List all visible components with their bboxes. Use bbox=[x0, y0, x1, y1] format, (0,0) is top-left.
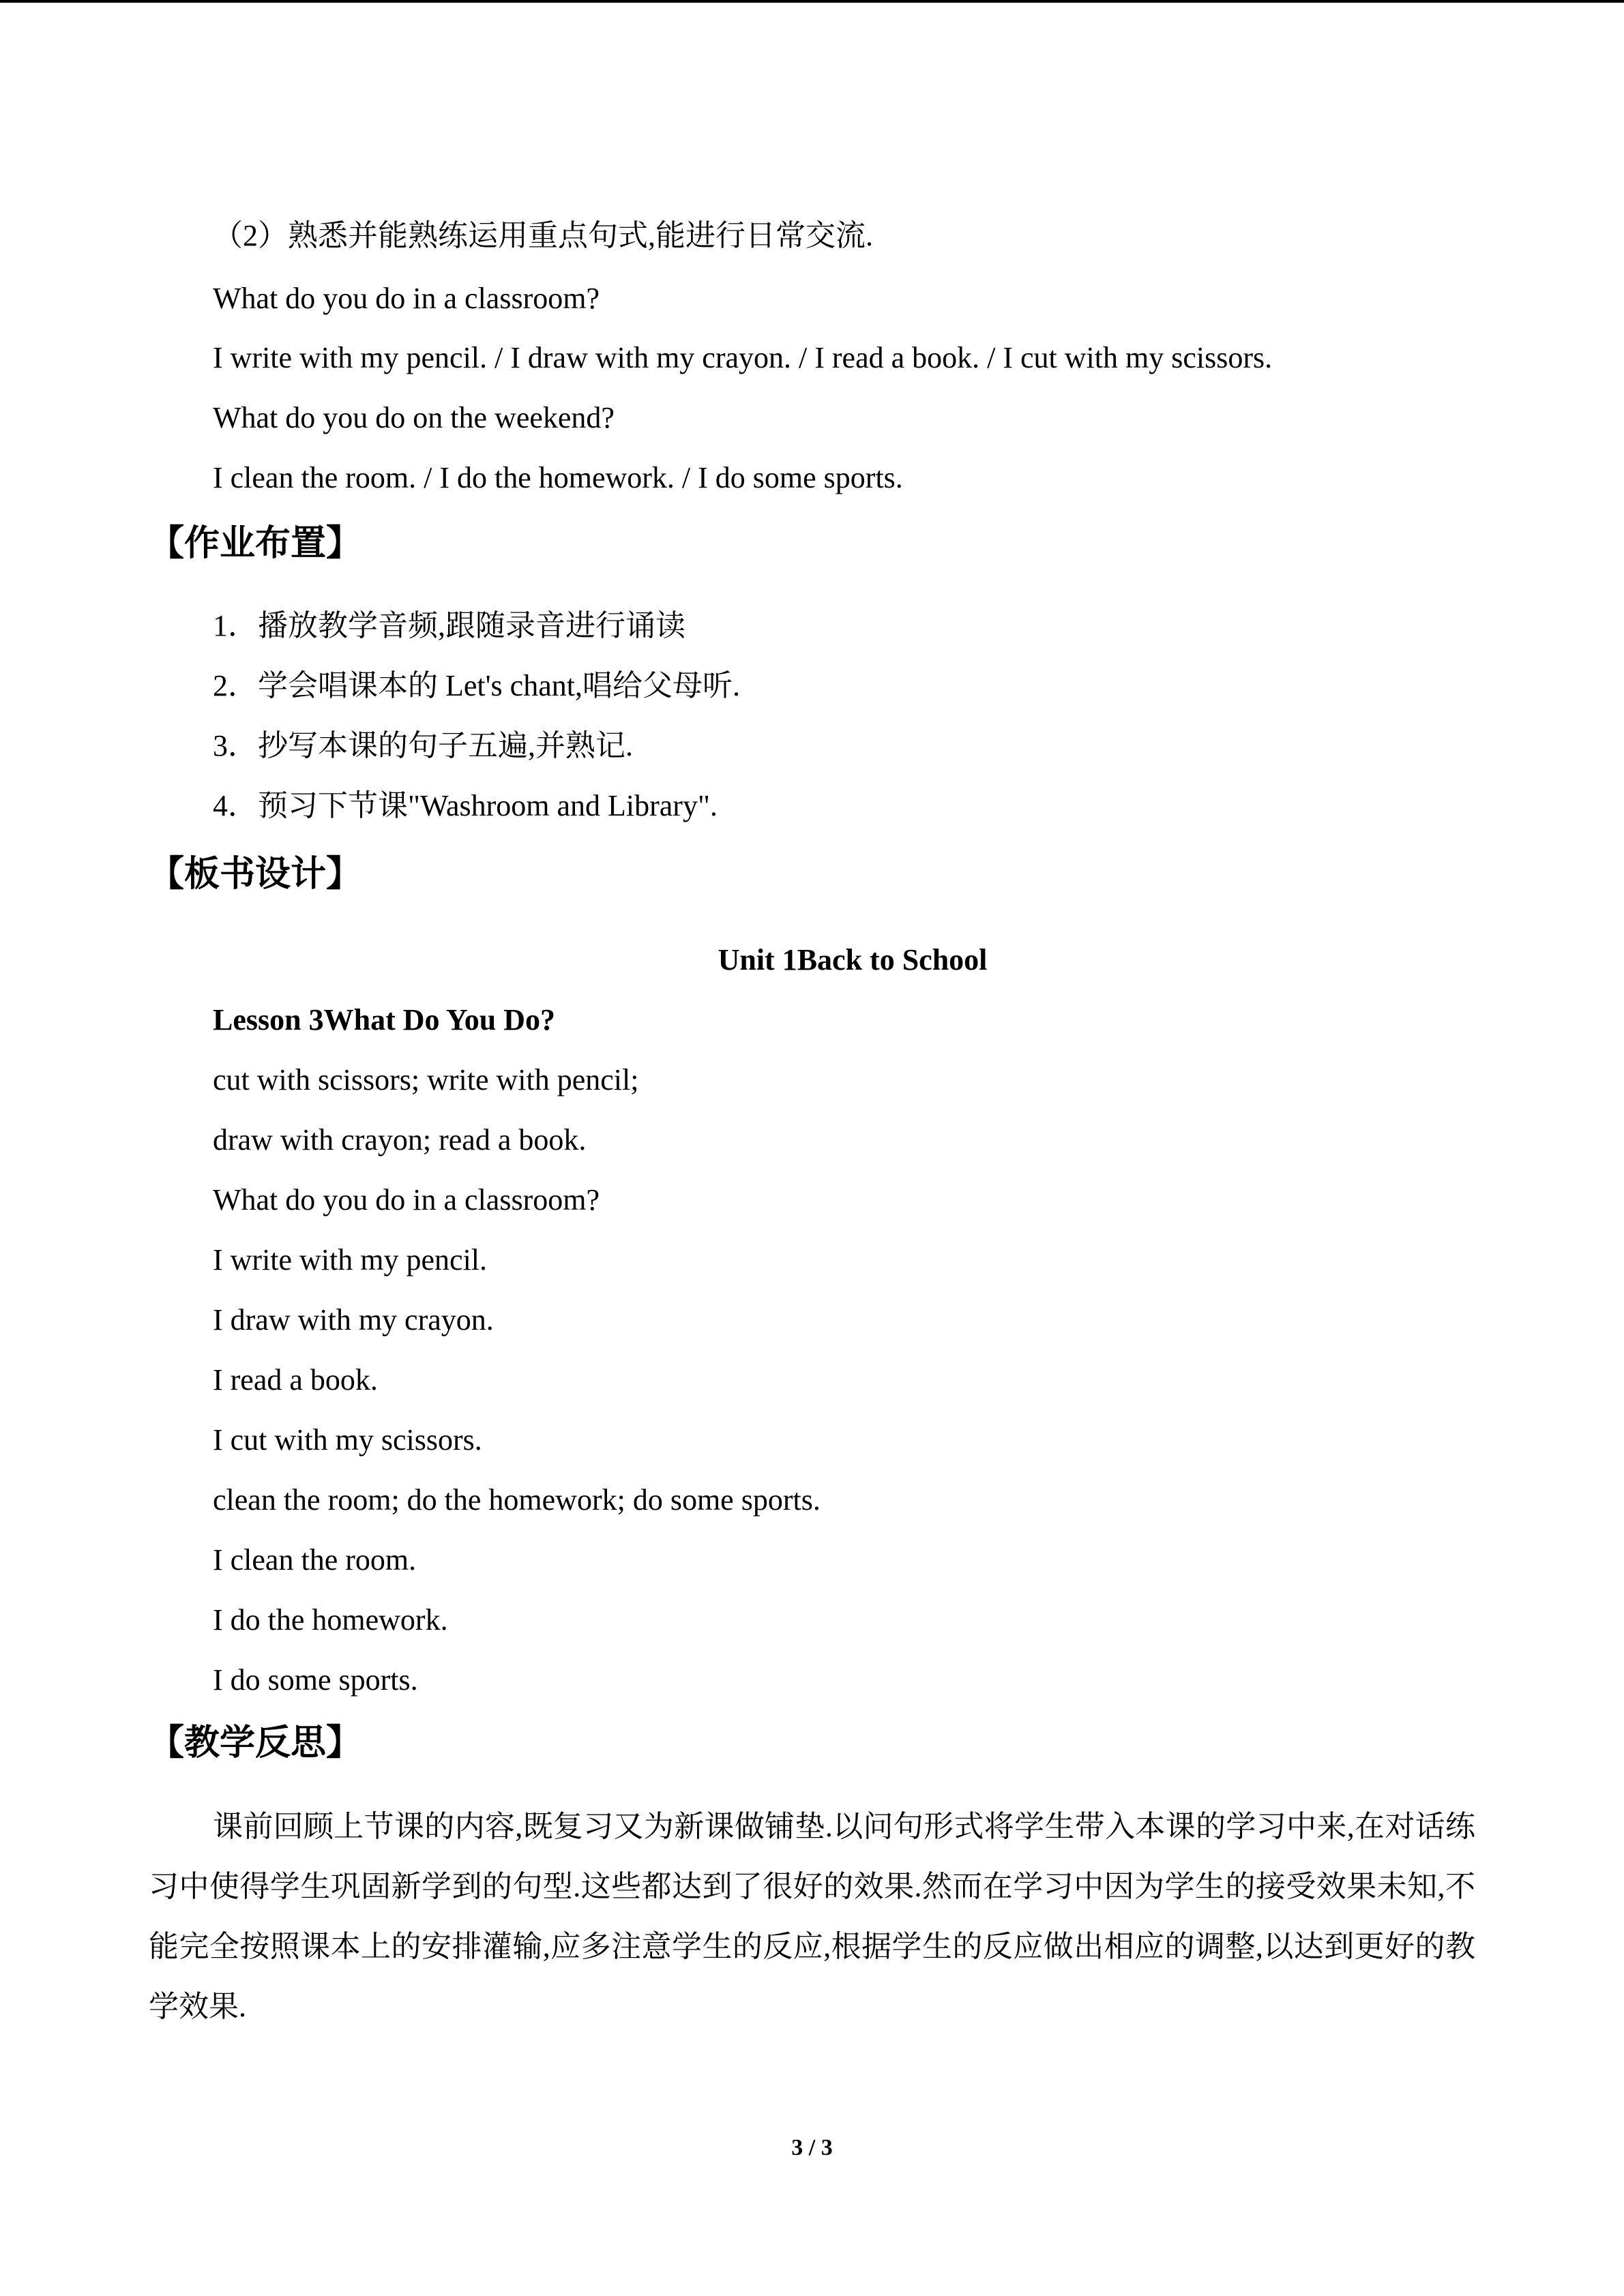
objective-line: I clean the room. / I do the homework. / I do some sports. bbox=[213, 461, 903, 494]
board-line: I do some sports. bbox=[213, 1663, 418, 1697]
board-line: draw with crayon; read a book. bbox=[213, 1123, 587, 1157]
board-line: I write with my pencil. bbox=[213, 1243, 488, 1277]
homework-item: 2．学会唱课本的 Let's chant,唱给父母听. bbox=[213, 669, 740, 702]
homework-item: 1．播放教学音频,跟随录音进行诵读 bbox=[213, 609, 685, 642]
unit-title: Unit 1Back to School bbox=[718, 943, 988, 976]
board-line: I read a book. bbox=[213, 1363, 378, 1397]
board-line: cut with scissors; write with pencil; bbox=[213, 1063, 639, 1097]
objective-line: What do you do in a classroom? bbox=[213, 282, 600, 315]
objective-line: What do you do on the weekend? bbox=[213, 401, 615, 434]
homework-heading: 【作业布置】 bbox=[149, 523, 362, 564]
homework-item: 3．抄写本课的句子五遍,并熟记. bbox=[213, 729, 633, 762]
objective-line: I write with my pencil. / I draw with my crayon. / I read a book. / I cut with my scissors. bbox=[213, 341, 1273, 374]
board-line: I draw with my crayon. bbox=[213, 1303, 494, 1337]
board-line: What do you do in a classroom? bbox=[213, 1183, 600, 1217]
board-line: I clean the room. bbox=[213, 1543, 417, 1577]
board-line: clean the room; do the homework; do some sports. bbox=[213, 1483, 821, 1517]
board-line: I cut with my scissors. bbox=[213, 1423, 482, 1457]
page-number: 3 / 3 bbox=[791, 2135, 833, 2160]
homework-item: 4．预习下节课"Washroom and Library". bbox=[213, 789, 718, 822]
lesson-title: Lesson 3What Do You Do? bbox=[213, 1003, 556, 1037]
board-heading: 【板书设计】 bbox=[149, 854, 362, 895]
reflection-heading: 【教学反思】 bbox=[149, 1723, 362, 1763]
reflection-paragraph: 课前回顾上节课的内容,既复习又为新课做铺垫.以问句形式将学生带入本课的学习中来,在对话练习中使得学生巩固新学到的句型.这些都达到了很好的效果.然而在学习中因为学生的接受效果未知,不能完全按照课本上的安排灌输,应多注意学生的反应,根据学生的反应做出相应的调整,以达到更好的教学效果. bbox=[149, 1810, 1475, 2023]
objective-item-2: （2）熟悉并能熟练运用重点句式,能进行日常交流. bbox=[213, 219, 873, 252]
board-line: I do the homework. bbox=[213, 1603, 448, 1637]
